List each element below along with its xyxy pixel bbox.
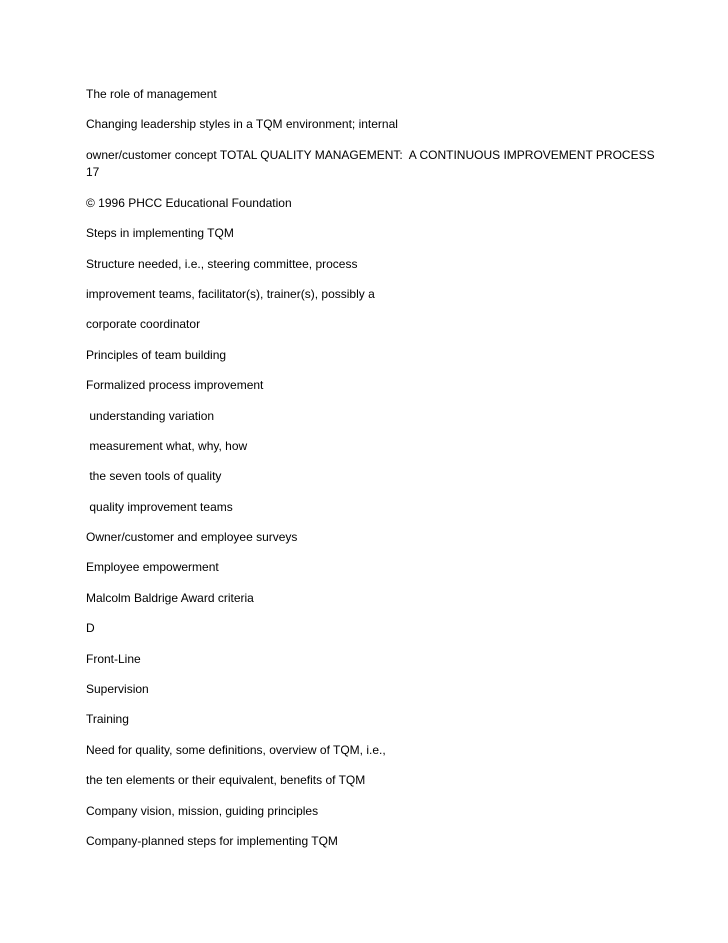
document-page (86, 86, 686, 863)
text-line-team-building: Principles of team building (86, 347, 227, 362)
text-line-role-of-management: The role of management (86, 87, 217, 101)
text-line-measurement: measurement what, why, how (86, 438, 248, 453)
text-line-corporate-coordinator: corporate coordinator (86, 317, 201, 332)
text-line-front-line: Front-Line (86, 651, 141, 666)
text-line-company-vision: Company vision, mission, guiding principles (86, 803, 319, 818)
text-line-d: D (86, 621, 95, 636)
text-line-empowerment: Employee empowerment (86, 560, 219, 575)
text-line-understanding-variation: understanding variation (86, 408, 215, 423)
text-line-seven-tools: the seven tools of quality (86, 469, 222, 484)
text-line-company-planned-steps: Company-planned steps for implementing TQM (86, 833, 338, 848)
text-line-copyright: © 1996 PHCC Educational Foundation (86, 195, 292, 210)
text-line-baldrige: Malcolm Baldrige Award criteria (86, 590, 254, 605)
text-line-need-for-quality: Need for quality, some definitions, overview of TQM, i.e., (86, 742, 386, 757)
text-line-training: Training (86, 712, 129, 727)
text-line-surveys: Owner/customer and employee surveys (86, 530, 298, 545)
text-line-supervision: Supervision (86, 682, 149, 697)
text-line-ten-elements: the ten elements or their equivalent, benefits of TQM (86, 773, 366, 788)
text-line-changing-leadership: Changing leadership styles in a TQM environment; internal (86, 117, 398, 132)
text-line-steps-implementing: Steps in implementing TQM (86, 226, 234, 241)
text-line-improvement-teams: improvement teams, facilitator(s), trainer(s), possibly a (86, 286, 375, 301)
text-line-quality-teams: quality improvement teams (86, 499, 233, 514)
text-line-structure-needed: Structure needed, i.e., steering committee, process (86, 256, 358, 271)
text-line-owner-customer-concept: owner/customer concept TOTAL QUALITY MANAGEMENT: A CONTINUOUS IMPROVEMENT PROCESS 17 (86, 147, 655, 179)
text-line-formalized-process: Formalized process improvement (86, 378, 264, 393)
